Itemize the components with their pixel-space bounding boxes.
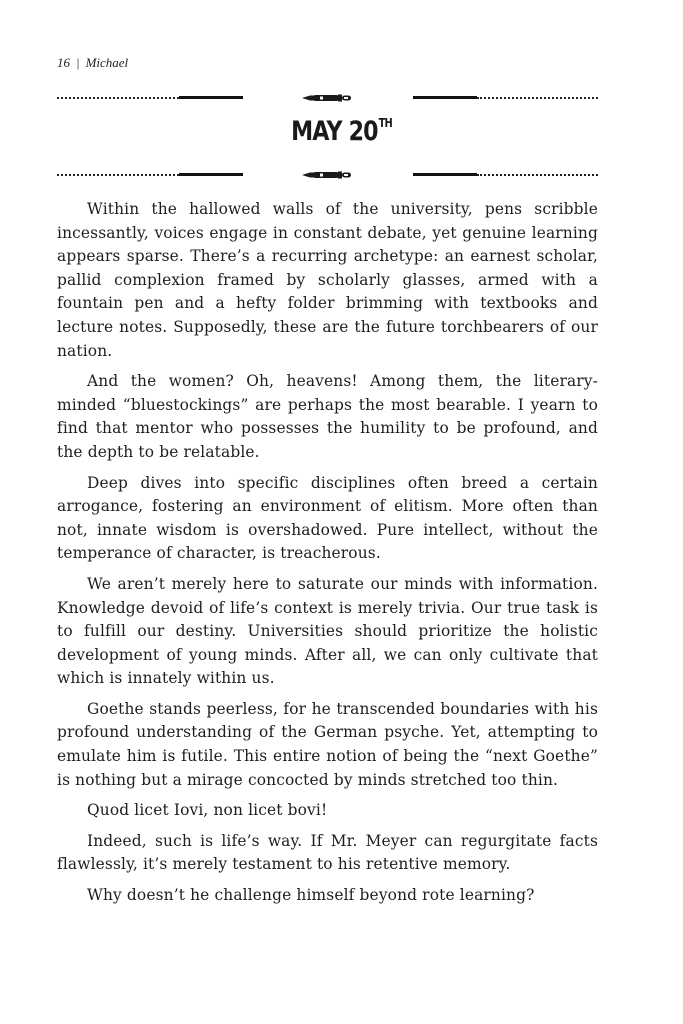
entry-date: MAY 20: [291, 116, 378, 147]
paragraph: Within the hallowed walls of the university, pens scribble incessantly, voices engage in constant debate, yet genuine learning appears sparse. There’s a recurring archetype: an earnest scholar, pallid complexion framed by scholarly glasses, armed with a fountain pen and a hefty folder brimming with textbooks and lecture notes. Supposedly, these are the future torchbearers of our nation.: [57, 200, 598, 360]
page-number: 16: [57, 55, 70, 70]
dotted-rule-right: [477, 97, 598, 99]
chapter-title: Michael: [85, 55, 129, 70]
solid-rule-left: [179, 96, 243, 99]
running-head: [57, 55, 128, 71]
paragraph: Quod licet Iovi, non licet bovi!: [87, 801, 328, 820]
top-ornament-divider: [57, 92, 598, 104]
solid-rule-left: [179, 173, 243, 176]
dotted-rule-left: [57, 97, 179, 99]
entry-date-heading: [61, 116, 621, 147]
paragraph: Why doesn’t he challenge himself beyond rote learning?: [87, 886, 535, 905]
paragraph: And the women? Oh, heavens! Among them, the literary-minded “bluestockings” are perhaps the most bearable. I yearn to find that mentor who possesses the humility to be profound, and the depth to be relatable.: [57, 372, 598, 461]
entry-date-suffix: TH: [378, 116, 392, 130]
bottom-ornament-divider: [57, 169, 598, 181]
fountain-pen-icon: [300, 92, 355, 104]
paragraph: Deep dives into specific disciplines often breed a certain arrogance, fostering an environment of elitism. More often than not, innate wisdom is overshadowed. Pure intellect, without the temperance of character, is treacherous.: [57, 473, 598, 563]
paragraph: We aren’t merely here to saturate our minds with information. Knowledge devoid of life’s context is merely trivia. Our true task is to fulfill our destiny. Universities should prioritize the holistic development of young minds. After all, we can only cultivate that which is innately within us.: [57, 574, 598, 688]
fountain-pen-icon: [300, 169, 355, 181]
running-head-separator: |: [76, 55, 80, 70]
journal-entry-body: [57, 198, 598, 915]
solid-rule-right: [413, 96, 477, 99]
dotted-rule-right: [477, 174, 598, 176]
paragraph: Indeed, such is life’s way. If Mr. Meyer can regurgitate facts flawlessly, it’s merely testament to his retentive memory.: [57, 831, 598, 874]
solid-rule-right: [413, 173, 477, 176]
dotted-rule-left: [57, 174, 179, 176]
paragraph: Goethe stands peerless, for he transcended boundaries with his profound understanding of the German psyche. Yet, attempting to emulate him is futile. This entire notion of being the “next Goethe” is nothing but a mirage concocted by minds stretched too thin.: [57, 699, 598, 789]
